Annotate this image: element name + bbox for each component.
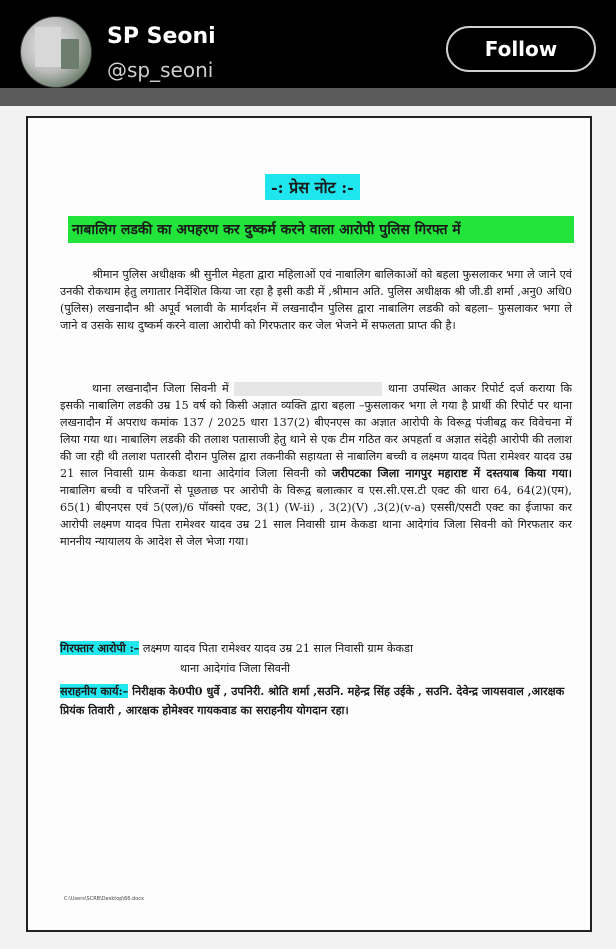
divider xyxy=(0,88,616,106)
headline: नाबालिग लडकी का अपहरण कर दुष्कर्म करने वाला आरोपी पुलिस गिरफ्त में xyxy=(68,216,574,243)
paragraph-details xyxy=(60,380,572,550)
commendable-text: निरीक्षक के0पी0 धुर्वे , उपनिरी. श्रोति शर्मा ,सउनि. महेन्द्र सिंह उईके , सउनि. देवेन्द्र जायसवाल ,आरक्षक प्रियंक तिवारी , आरक्षक होमेश्वर गायकवाड का सराहनीय योगदान रहा। xyxy=(60,684,565,717)
file-path-footer: C:\Users\SCRB\Desktop\66.docx xyxy=(64,896,144,902)
paragraph-intro xyxy=(60,266,572,334)
avatar[interactable] xyxy=(20,16,92,88)
tweet-header xyxy=(0,0,616,88)
commendable-label: सराहनीय कार्य:– xyxy=(60,684,129,698)
arrested-text: लक्ष्मण यादव पिता रामेश्वर यादव उम्र 21 साल निवासी ग्राम केकडा xyxy=(142,642,413,655)
follow-button[interactable]: Follow xyxy=(446,26,596,72)
paragraph-intro-text: श्रीमान पुलिस अधीक्षक श्री सुनील मेहता द्वारा महिलाओं एवं नाबालिग बालिकाओं को बहला फुसलाकर भगा ले जाने एवं उनकी रोकथाम हेतु लगातार निर्देशित किया जा रहा है इसी कडी में ,श्रीमान अति. पुलिस अधीक्षक श्री जी.डी शर्मा ,अनु0 अधि0 (पुलिस) लखनादौन श्री अपूर्व भलावी के मार्गदर्शन में लखनादौन पुलिस द्वारा नाबालिग लडकी को बहला– फुसलाकर भगा ले जाने व उसके साथ दुष्कर्म करने वाला आरोपी को गिरफतार कर जेल भेजने में सफलता प्राप्त की है। xyxy=(60,268,572,332)
arrested-accused-section xyxy=(60,638,572,679)
arrested-label: गिरफ्तार आरोपी :– xyxy=(60,641,140,655)
paragraph-details-text-c: नाबालिग बच्ची व परिजनों से पूछताछ पर आरोपी के विरूद्व बलात्कार व एस.सी.एस.टी एक्ट की धारा 64, 64(2)(एम), 65(1) बीएनएस एवं 5(एल)/6 पॉक्सो एक्ट, 3(1) (W-ii) , 3(2)(V) ,3(2)(v-a) एससी/एसटी एक्ट का ईजाफा कर आरोपी लक्ष्मण यादव पिता रामेश्वर यादव उम्र 21 साल निवासी ग्राम केकडा थाना आदेगांव जिला सिवनी को गिरफतार कर माननीय न्यायालय के आदेश से जेल भेजा गया। xyxy=(60,484,572,548)
commendable-work-section xyxy=(60,682,572,720)
redacted-name xyxy=(234,382,382,396)
press-note-title: -: प्रेस नोट :- xyxy=(265,174,360,200)
account-name[interactable]: SP Seoni xyxy=(107,24,216,49)
paragraph-details-text-b: थाना उपस्थित आकर रिपोर्ट दर्ज कराया कि इसकी नाबालिग लडकी उम्र 15 वर्ष को किसी अज्ञात व्यक्ति द्वारा बहला –फुसलाकर भगा ले गया है प्रार्थी की रिपोर्ट पर थाना लखनादौन में अपराध कमांक 137 / 2025 धारा 137(2) बीएनएस का अज्ञात आरोपी के विरूद्व पंजीबद्व कर विवेचना में लिया गया था। नाबालिग लडकी की तलाश पतासाजी हेतु थाने से एक टीम गठित कर अपहर्ता व अज्ञात संदेही आरोपी की तलाश की जा रही थी तलाश पतारसी दौरान पुलिस द्वारा तकनीकी सहायता से नाबालिग बच्ची व लक्ष्मण यादव पिता रामेश्वर यादव उम्र 21 साल निवासी ग्राम केकडा थाना आदेगांव जिला सिवनी को xyxy=(60,382,572,480)
arrested-text-line2: थाना आदेगांव जिला सिवनी xyxy=(180,662,291,675)
account-handle[interactable]: @sp_seoni xyxy=(107,58,214,82)
press-note-document xyxy=(26,116,592,932)
paragraph-details-bold: जरीपटका जिला नागपुर महाराष्ट में दस्तयाब किया गया। xyxy=(332,466,572,480)
media-image[interactable] xyxy=(0,106,616,949)
paragraph-details-text-a: थाना लखनादौन जिला सिवनी में xyxy=(92,382,229,395)
